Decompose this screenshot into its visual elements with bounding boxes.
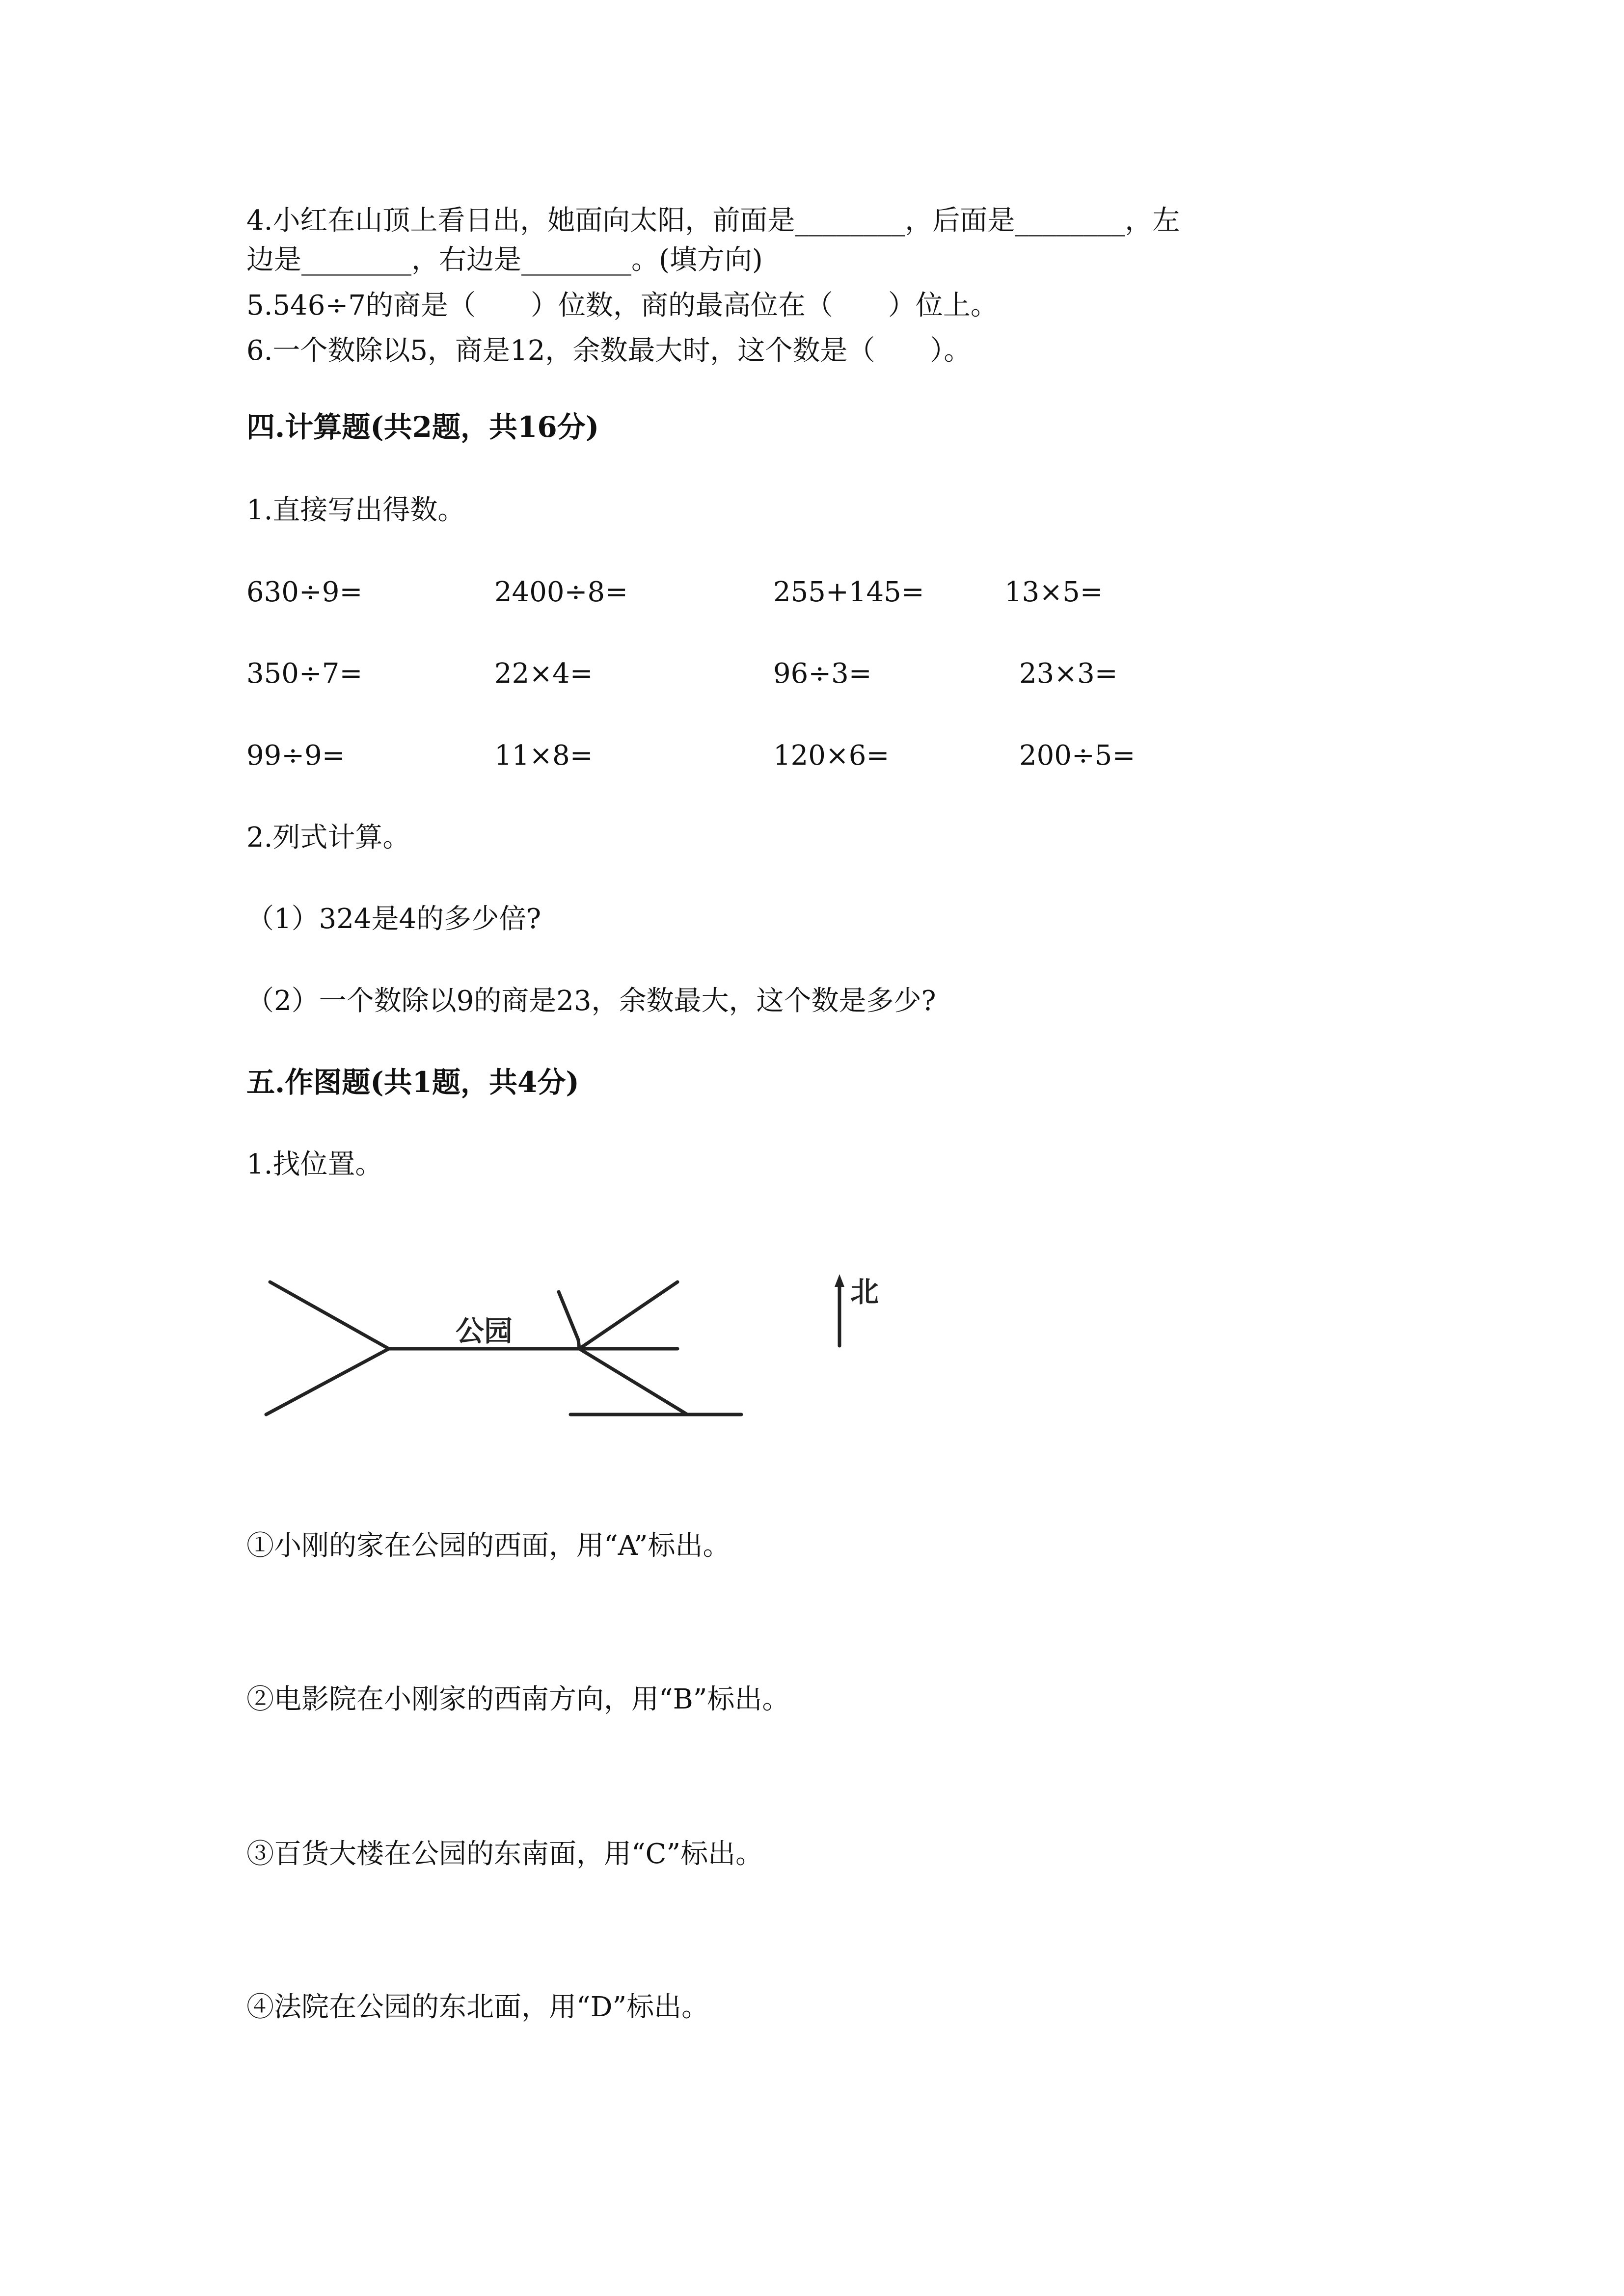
- north-arrow-head: [835, 1274, 844, 1287]
- task-a: ①小刚的家在公园的西面，用“A”标出。: [246, 1530, 731, 1562]
- road-left-lower: [266, 1349, 389, 1415]
- calc-item: 11×8=: [494, 740, 593, 772]
- task-d: ④法院在公园的东北面，用“D”标出。: [246, 1991, 709, 2023]
- section-5-title: 五.作图题(共1题，共4分): [246, 1066, 579, 1099]
- road-left-upper: [270, 1282, 389, 1349]
- question-4-line-1: 4.小红在山顶上看日出，她面向太阳，前面是________，后面是________，左: [246, 205, 1180, 237]
- calc-item: 120×6=: [773, 740, 890, 772]
- north-label: 北: [850, 1275, 879, 1308]
- map-diagram: [255, 1256, 943, 1443]
- calc-item: 200÷5=: [1019, 740, 1136, 772]
- section-4-title: 四.计算题(共2题，共16分): [246, 410, 599, 444]
- road-right-lower: [579, 1349, 687, 1415]
- calc-item: 630÷9=: [246, 576, 363, 608]
- park-label: 公园: [456, 1314, 513, 1348]
- calc-row: [246, 736, 1425, 775]
- calc-item: 22×4=: [494, 658, 593, 690]
- calc-item: 13×5=: [1004, 576, 1103, 608]
- section-4-question-2-item-1: （1）324是4的多少倍?: [246, 903, 541, 935]
- question-5: 5.546÷7的商是（ ）位数，商的最高位在（ ）位上。: [246, 290, 998, 321]
- section-4-question-1-title: 1.直接写出得数。: [246, 494, 465, 526]
- road-right-branch: [559, 1292, 578, 1340]
- question-4-line-2: 边是________，右边是________。(填方向): [246, 244, 763, 276]
- road-right-upper-long: [579, 1282, 677, 1349]
- question-6: 6.一个数除以5，商是12，余数最大时，这个数是（ ）。: [246, 335, 972, 367]
- task-b: ②电影院在小刚家的西南方向，用“B”标出。: [246, 1683, 790, 1715]
- calc-item: 99÷9=: [246, 740, 345, 772]
- section-5-question-1-title: 1.找位置。: [246, 1148, 383, 1180]
- task-c: ③百货大楼在公园的东南面，用“C”标出。: [246, 1838, 763, 1870]
- calc-row: [246, 654, 1425, 694]
- calc-item: 23×3=: [1019, 658, 1118, 690]
- calc-row: [246, 573, 1425, 612]
- section-4-question-2-item-2: （2）一个数除以9的商是23，余数最大，这个数是多少?: [246, 985, 936, 1017]
- calc-item: 255+145=: [773, 576, 924, 608]
- calc-item: 350÷7=: [246, 658, 363, 690]
- section-4-question-2-title: 2.列式计算。: [246, 822, 410, 854]
- calc-item: 96÷3=: [773, 658, 872, 690]
- calc-item: 2400÷8=: [494, 576, 628, 608]
